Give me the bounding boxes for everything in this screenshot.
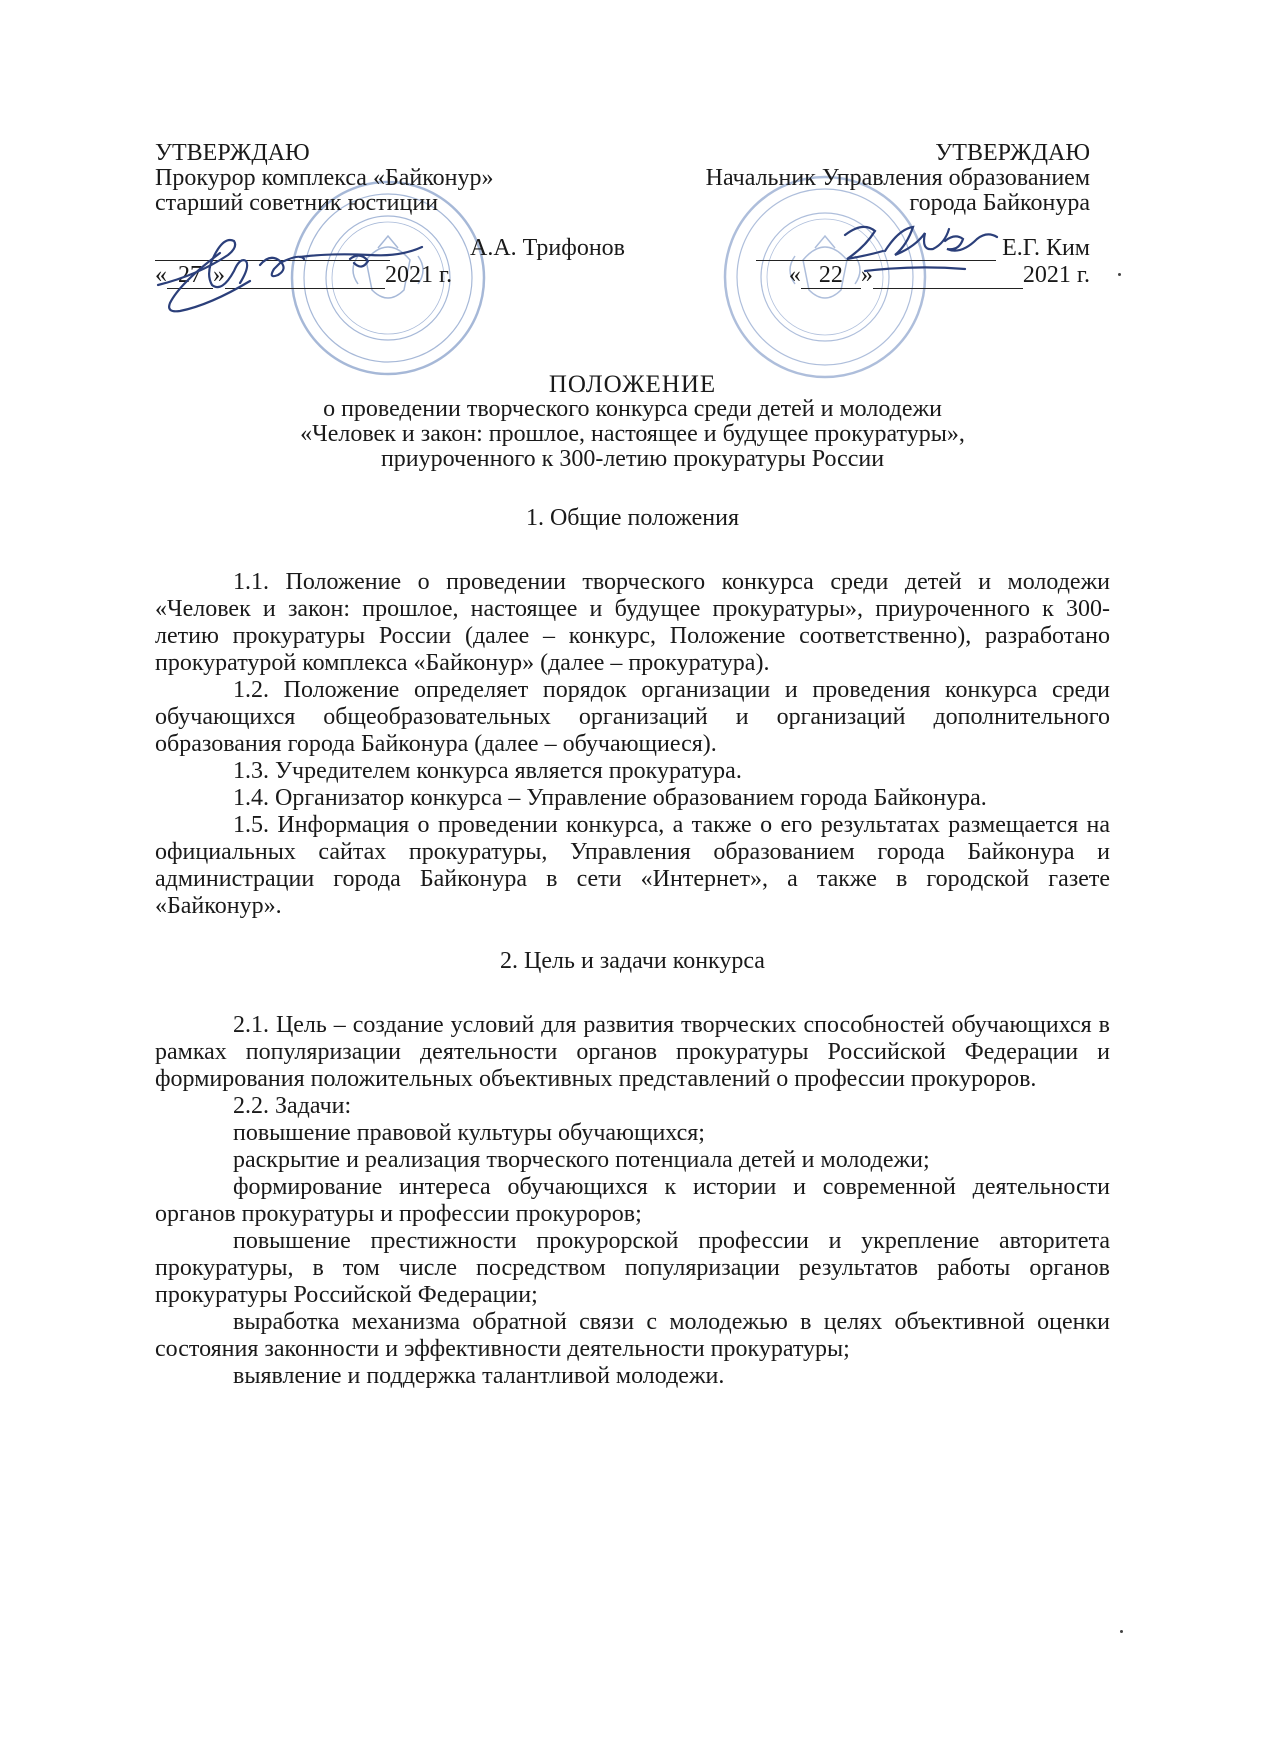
- approval-rank-left: старший советник юстиции: [155, 190, 439, 216]
- date-quote-open-right: «: [788, 262, 801, 288]
- paragraph-2-2: 2.2. Задачи:: [233, 1093, 352, 1119]
- document-title: ПОЛОЖЕНИЕ: [548, 371, 717, 398]
- paragraph-1-2: 1.2. Положение определяет порядок организации и проведения конкурса среди обучающихся общеобразовательных организаций и организаций дополнительного образования города Байконура (далее – обучающиеся).: [155, 677, 1110, 757]
- task-item-5: выработка механизма обратной связи с молодежью в целях объективной оценки состояния законности и эффективности деятельности прокуратуры;: [155, 1309, 1110, 1362]
- signer-name-right: Е.Г. Ким: [1002, 235, 1090, 261]
- approval-heading-right: УТВЕРЖДАЮ: [935, 140, 1090, 166]
- scan-speck: [1118, 273, 1121, 276]
- document-title-block: [150, 372, 1115, 472]
- approval-org-right: города Байконура: [909, 190, 1090, 216]
- document-subtitle-line-2: «Человек и закон: прошлое, настоящее и будущее прокуратуры»,: [300, 421, 965, 447]
- date-day-left: 27: [167, 263, 213, 289]
- document-body: [155, 505, 1110, 1390]
- date-year-left: 2021 г.: [385, 262, 453, 288]
- task-item-2: раскрытие и реализация творческого потенциала детей и молодежи;: [233, 1147, 930, 1173]
- document-subtitle-line-1: о проведении творческого конкурса среди детей и молодежи: [323, 396, 942, 422]
- document-subtitle-line-3: приуроченного к 300-летию прокуратуры России: [380, 446, 885, 472]
- paragraph-2-1: 2.1. Цель – создание условий для развития творческих способностей обучающихся в рамках популяризации деятельности органов прокуратуры Российской Федерации и формирования положительных объективных представлений о профессии прокуроров.: [155, 1012, 1110, 1092]
- paragraph-1-5: 1.5. Информация о проведении конкурса, а также о его результатах размещается на официальных сайтах прокуратуры, Управления образованием города Байконура и администрации города Байконура в сети «Интернет», а также в городской газете «Байконур».: [155, 812, 1110, 919]
- paragraph-1-1: 1.1. Положение о проведении творческого конкурса среди детей и молодежи «Человек и закон: прошлое, настоящее и будущее прокуратуры», приуроченного к 300-летию прокуратуры России (далее – конкурс, Положение соответственно), разработано прокуратурой комплекса «Байконур» (далее – прокуратура).: [155, 569, 1110, 676]
- task-item-1: повышение правовой культуры обучающихся;: [233, 1120, 705, 1146]
- right-handwritten-signature: [825, 205, 1025, 295]
- left-handwritten-signature: [150, 225, 453, 315]
- paragraph-1-4: 1.4. Организатор конкурса – Управление образованием города Байконура.: [233, 785, 987, 811]
- task-item-3: формирование интереса обучающихся к истории и современной деятельности органов прокуратуры и профессии прокуроров;: [155, 1174, 1110, 1227]
- date-year-right: 2021 г.: [1022, 262, 1090, 288]
- scan-speck: [1120, 1630, 1123, 1633]
- approval-position-left: Прокурор комплекса «Байконур»: [155, 165, 494, 191]
- approval-heading-left: УТВЕРЖДАЮ: [155, 140, 310, 166]
- date-quote-close-right: »: [860, 262, 873, 288]
- section-2-heading: 2. Цель и задачи конкурса: [500, 948, 765, 974]
- date-day-right: 22: [801, 263, 861, 289]
- date-quote-open-left: «: [155, 262, 167, 288]
- signer-name-left: А.А. Трифонов: [470, 235, 625, 261]
- approval-position-right: Начальник Управления образованием: [705, 165, 1090, 191]
- task-item-4: повышение престижности прокурорской профессии и укрепление авторитета прокуратуры, в том числе посредством популяризации результатов работы органов прокуратуры Российской Федерации;: [155, 1228, 1110, 1308]
- date-quote-close-left: »: [213, 262, 225, 288]
- task-item-6: выявление и поддержка талантливой молодежи.: [233, 1363, 725, 1389]
- section-1-heading: 1. Общие положения: [525, 505, 740, 531]
- paragraph-1-3: 1.3. Учредителем конкурса является прокуратура.: [233, 758, 742, 784]
